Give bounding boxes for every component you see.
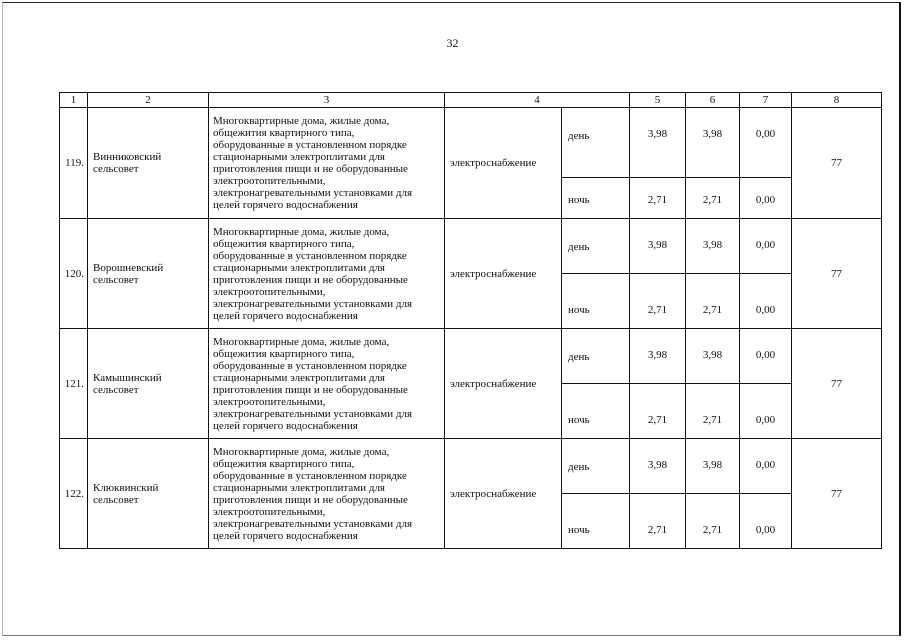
row-number: 122. [60, 439, 88, 549]
period-night: ночь [562, 384, 630, 439]
header-cell: 5 [630, 93, 686, 108]
description-line: общежития квартирного типа, [213, 237, 355, 250]
settlement-name-line: сельсовет [93, 273, 139, 286]
consumer-category [209, 329, 445, 439]
tariff-value-col7: 0,00 [740, 219, 792, 274]
header-row [60, 93, 882, 108]
description-line: электроотопительными, [213, 395, 326, 408]
tariff-value-col5: 2,71 [630, 178, 686, 219]
tariff-value-col7: 0,00 [740, 494, 792, 549]
tariff-value-col8: 77 [792, 108, 882, 219]
period-night: ночь [562, 494, 630, 549]
row-number: 121. [60, 329, 88, 439]
header-cell: 7 [740, 93, 792, 108]
tariff-value-col7: 0,00 [740, 178, 792, 219]
period-night: ночь [562, 274, 630, 329]
settlement-name-line: сельсовет [93, 163, 139, 175]
description-line: приготовления пищи и не оборудованные [213, 163, 408, 175]
tariff-value-col7: 0,00 [740, 439, 792, 494]
description-line: приготовления пищи и не оборудованные [213, 273, 408, 286]
tariff-value-col7: 0,00 [740, 108, 792, 178]
tariff-value-col6: 3,98 [686, 108, 740, 178]
period-day: день [562, 439, 630, 494]
description-line: электронагревательными установками для [213, 297, 413, 310]
description-line: стационарными электроплитами для [213, 261, 385, 274]
table-row [60, 219, 882, 274]
description-line: электроотопительными, [213, 175, 326, 187]
tariff-value-col6: 2,71 [686, 494, 740, 549]
description-line: оборудованные в установленном порядке [213, 359, 407, 372]
description-line: целей горячего водоснабжения [213, 199, 358, 211]
tariff-value-col7: 0,00 [740, 274, 792, 329]
description-line: электроотопительными, [213, 285, 326, 298]
header-cell: 8 [792, 93, 882, 108]
description-line: целей горячего водоснабжения [213, 309, 358, 322]
tariff-table [59, 92, 882, 549]
tariff-value-col6: 2,71 [686, 178, 740, 219]
description-line: электроотопительными, [213, 505, 326, 518]
settlement-name [88, 219, 209, 329]
tariff-value-col5: 3,98 [630, 108, 686, 178]
description-line: стационарными электроплитами для [213, 481, 385, 494]
description-line: оборудованные в установленном порядке [213, 469, 407, 482]
settlement-name-line: Камышинский [93, 371, 162, 384]
settlement-name-line: сельсовет [93, 383, 139, 396]
settlement-name [88, 108, 209, 219]
description-line: общежития квартирного типа, [213, 347, 355, 360]
consumer-category [209, 108, 445, 219]
consumer-category [209, 219, 445, 329]
description-line: Многоквартирные дома, жилые дома, [213, 445, 390, 458]
description-line: Многоквартирные дома, жилые дома, [213, 115, 390, 127]
service-type: электроснабжение [445, 219, 562, 329]
header-cell: 1 [60, 93, 88, 108]
header-cell: 6 [686, 93, 740, 108]
description-line: Многоквартирные дома, жилые дома, [213, 335, 390, 348]
service-type: электроснабжение [445, 329, 562, 439]
tariff-value-col8: 77 [792, 219, 882, 329]
row-number: 119. [60, 108, 88, 219]
settlement-name-line: Клюквинский [93, 481, 159, 494]
header-cell: 4 [445, 93, 630, 108]
table-row [60, 108, 882, 178]
settlement-name-line: Винниковский [93, 151, 162, 163]
period-day: день [562, 329, 630, 384]
header-cell: 2 [88, 93, 209, 108]
tariff-value-col7: 0,00 [740, 329, 792, 384]
service-type: электроснабжение [445, 439, 562, 549]
page-number: 32 [446, 36, 459, 50]
row-number: 120. [60, 219, 88, 329]
tariff-value-col5: 2,71 [630, 274, 686, 329]
tariff-value-col6: 3,98 [686, 329, 740, 384]
description-line: оборудованные в установленном порядке [213, 249, 407, 262]
description-line: оборудованные в установленном порядке [213, 139, 407, 151]
description-line: целей горячего водоснабжения [213, 419, 358, 432]
description-line: общежития квартирного типа, [213, 457, 355, 470]
tariff-value-col5: 2,71 [630, 494, 686, 549]
description-line: Многоквартирные дома, жилые дома, [213, 225, 390, 238]
consumer-category [209, 439, 445, 549]
settlement-name-line: сельсовет [93, 493, 139, 506]
description-line: приготовления пищи и не оборудованные [213, 383, 408, 396]
description-line: целей горячего водоснабжения [213, 529, 358, 542]
description-line: стационарными электроплитами для [213, 151, 385, 163]
settlement-name [88, 329, 209, 439]
description-line: электронагревательными установками для [213, 407, 413, 420]
description-line: электронагревательными установками для [213, 187, 413, 199]
tariff-value-col8: 77 [792, 329, 882, 439]
description-line: общежития квартирного типа, [213, 127, 355, 139]
table-row [60, 329, 882, 384]
settlement-name [88, 439, 209, 549]
table-row [60, 439, 882, 494]
description-line: стационарными электроплитами для [213, 371, 385, 384]
tariff-value-col5: 3,98 [630, 219, 686, 274]
tariff-value-col6: 2,71 [686, 384, 740, 439]
tariff-value-col7: 0,00 [740, 384, 792, 439]
settlement-name-line: Ворошневский [93, 261, 164, 274]
period-day: день [562, 219, 630, 274]
service-type: электроснабжение [445, 108, 562, 219]
description-line: электронагревательными установками для [213, 517, 413, 530]
period-day: день [562, 108, 630, 178]
tariff-value-col6: 2,71 [686, 274, 740, 329]
tariff-value-col5: 2,71 [630, 384, 686, 439]
header-cell: 3 [209, 93, 445, 108]
tariff-value-col6: 3,98 [686, 439, 740, 494]
tariff-value-col5: 3,98 [630, 329, 686, 384]
tariff-value-col5: 3,98 [630, 439, 686, 494]
period-night: ночь [562, 178, 630, 219]
description-line: приготовления пищи и не оборудованные [213, 493, 408, 506]
tariff-value-col8: 77 [792, 439, 882, 549]
tariff-value-col6: 3,98 [686, 219, 740, 274]
